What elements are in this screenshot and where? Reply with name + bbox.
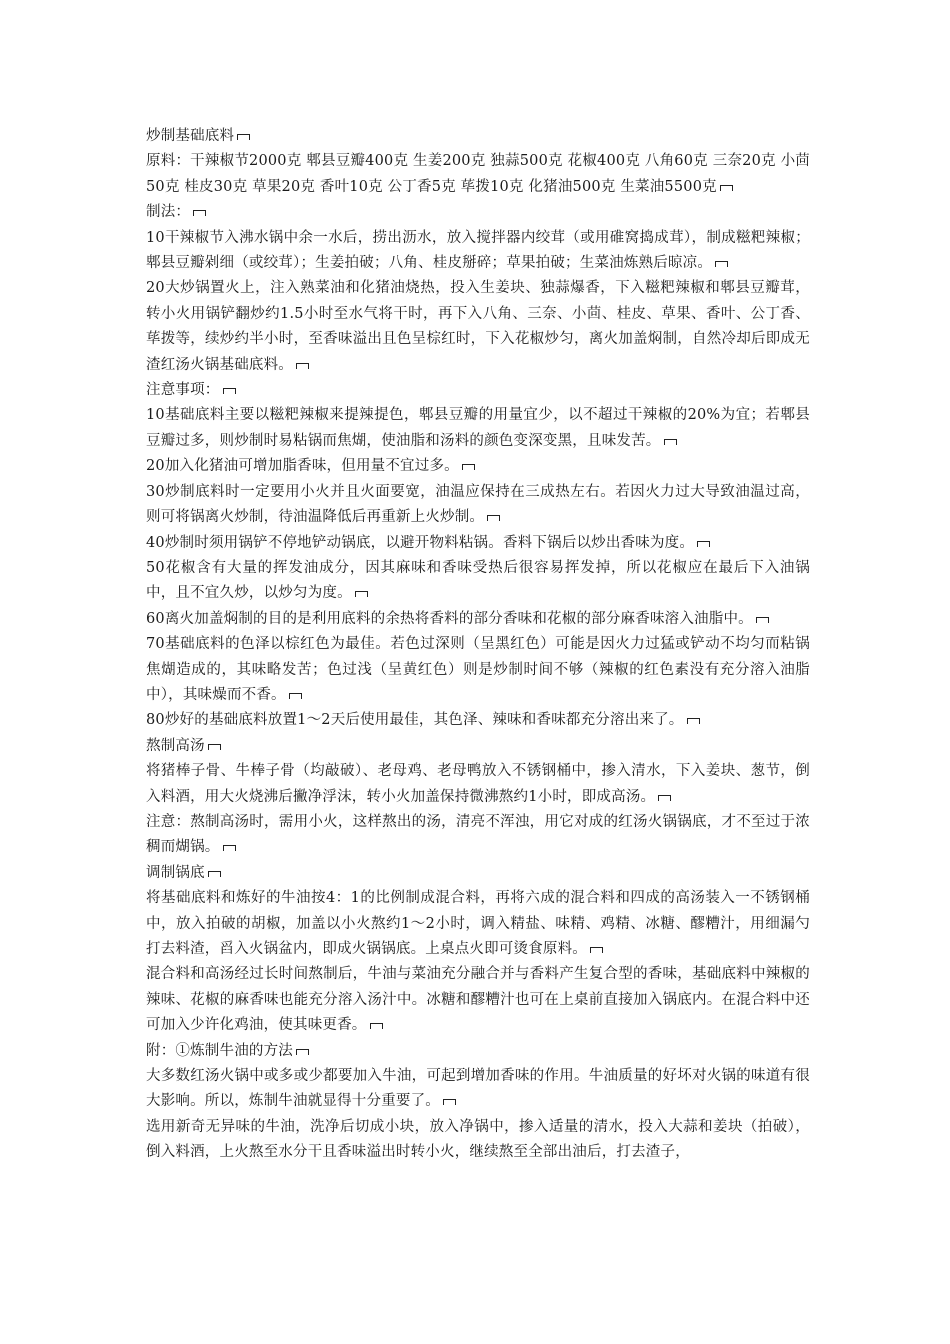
note-6: 60离火加盖焖制的目的是利用底料的余热将香料的部分香味和花椒的部分麻香味溶入油脂中。 [146,607,810,632]
paragraph-mark-icon [686,716,701,725]
note-3: 30炒制底料时一定要用小火并且火面要宽，油温应保持在三成热左右。若因火力过大导致油温过高，则可将锅离火炒制，待油温降低后再重新上火炒制。 [146,483,810,526]
paragraph-mark-icon [589,945,604,954]
note-7: 70基础底料的色泽以棕红色为最佳。若色过深则（呈黑红色）可能是因火力过猛或铲动不均匀而粘锅焦煳造成的，其味略发苦；色过浅（呈黄红色）则是炒制时间不够（辣椒的红色素没有充分溶入油脂中），其味燥而不香。 [146,636,810,703]
section-heading-base: 炒制基础底料 [146,124,810,149]
note-2: 20加入化猪油可增加脂香味，但用量不宜过多。 [146,454,810,479]
note-8: 80炒好的基础底料放置1～2天后使用最佳，其色泽、辣味和香味都充分溶出来了。 [146,708,810,733]
paragraph-mark-icon [719,183,734,192]
section-heading-stock: 熬制高汤 [146,734,810,759]
note-1: 10基础底料主要以糍粑辣椒来提辣提色，郫县豆瓣的用量宜少，以不超过干辣椒的20%为宜；若郫县豆瓣过多，则炒制时易粘锅而焦煳，使油脂和汤料的颜色变深变黑，且味发苦。 [146,407,810,449]
document-body [146,124,810,1166]
pot-base-explanation: 混合料和高汤经过长时间熬制后，牛油与菜油充分融合并与香料产生复合型的香味，基础底料中辣椒的辣味、花椒的麻香味也能充分溶入汤汁中。冰糖和醪糟汁也可在上桌前直接加入锅底内。在混合料中还可加入少许化鸡油，使其味更香。 [146,966,810,1034]
method-step-1: 10干辣椒节入沸水锅中余一水后，捞出沥水，放入搅拌器内绞茸（或用碓窝捣成茸），制成糍粑辣椒；郫县豆瓣剁细（或绞茸）；生姜拍破；八角、桂皮掰碎；草果拍破；生菜油炼熟后晾凉。 [146,229,810,272]
appendix-heading: 附：①炼制牛油的方法 [146,1039,810,1064]
method-step-2: 20大炒锅置火上，注入熟菜油和化猪油烧热，投入生姜块、独蒜爆香，下入糍粑辣椒和郫县豆瓣茸，转小火用锅铲翻炒约1.5小时至水气将干时，再下入八角、三奈、小茴、桂皮、草果、香叶、公丁香、荜拨等，续炒约半小时，至香味溢出且色呈棕红时，下入花椒炒匀，离火加盖焖制，自然冷却后即成无渣红汤火锅基础底料。 [146,280,810,373]
appendix-method: 选用新奇无异味的牛油，洗净后切成小块，放入净锅中，掺入适量的清水，投入大蒜和姜块（拍破），倒入料酒，上火熬至水分干且香味溢出时转小火，继续熬至全部出油后，打去渣子， [146,1118,810,1161]
ingredients-paragraph: 原料：干辣椒节2000克 郫县豆瓣400克 生姜200克 独蒜500克 花椒400克 八角60克 三奈20克 小茴50克 桂皮30克 草果20克 香叶10克 公丁香5克 荜拨10克 化猪油500克 生菜油5500克 [146,153,810,195]
paragraph-mark-icon [442,1097,457,1106]
paragraph-mark-icon [755,615,770,624]
paragraph-mark-icon [486,513,501,522]
stock-method: 将猪棒子骨、牛棒子骨（均敲破）、老母鸡、老母鸭放入不锈钢桶中，掺入清水，下入姜块、葱节，倒入料酒，用大火烧沸后撇净浮沫，转小火加盖保持微沸熬约1小时，即成高汤。 [146,763,810,805]
paragraph-mark-icon [288,691,303,700]
paragraph-mark-icon [222,843,237,852]
note-5: 50花椒含有大量的挥发油成分，因其麻味和香味受热后很容易挥发掉，所以花椒应在最后下入油锅中，且不宜久炒，以炒匀为度。 [146,559,810,602]
notes-label: 注意事项： [146,378,810,403]
note-4: 40炒制时须用锅铲不停地铲动锅底，以避开物料粘锅。香料下锅后以炒出香味为度。 [146,531,810,556]
paragraph-mark-icon [461,462,476,471]
pot-base-method: 将基础底料和炼好的牛油按4：1的比例制成混合料，再将六成的混合料和四成的高汤装入一不锈钢桶中，放入拍破的胡椒，加盖以小火熬约1～2小时，调入精盐、味精、鸡精、冰糖、醪糟汁，用细漏勺打去料渣，舀入火锅盆内，即成火锅锅底。上桌点火即可烫食原料。 [146,890,810,957]
paragraph-mark-icon [714,259,729,268]
appendix-intro: 大多数红汤火锅中或多或少都要加入牛油，可起到增加香味的作用。牛油质量的好坏对火锅的味道有很大影响。所以，炼制牛油就显得十分重要了。 [146,1068,810,1110]
paragraph-mark-icon [222,386,237,395]
paragraph-mark-icon [696,539,711,548]
paragraph-mark-icon [657,793,672,802]
paragraph-mark-icon [369,1021,384,1030]
paragraph-mark-icon [295,361,310,370]
paragraph-mark-icon [207,742,222,751]
paragraph-mark-icon [354,589,369,598]
method-label: 制法： [146,200,810,225]
paragraph-mark-icon [192,208,207,217]
paragraph-mark-icon [236,132,251,141]
section-heading-pot-base: 调制锅底 [146,861,810,886]
stock-note: 注意：熬制高汤时，需用小火，这样熬出的汤，清亮不浑浊，用它对成的红汤火锅锅底，才不至过于浓稠而煳锅。 [146,813,810,856]
paragraph-mark-icon [295,1047,310,1056]
paragraph-mark-icon [663,437,678,446]
paragraph-mark-icon [207,869,222,878]
